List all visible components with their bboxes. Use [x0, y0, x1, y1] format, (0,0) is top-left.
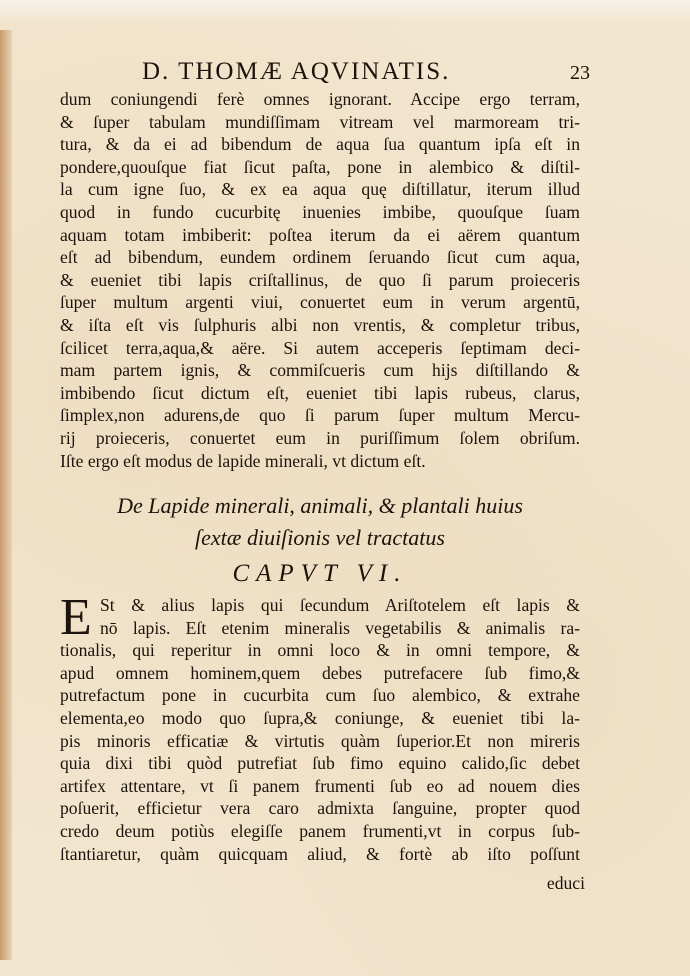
- text-line: tura, & da ei ad bibendum de aqua ſua quantum ipſa eſt in: [60, 134, 580, 155]
- text-line: putrefactum pone in cucurbita cum ſuo alembico, & extrahe: [60, 685, 580, 706]
- text-line: apud omnem hominem,quem debes putrefacere ſub fimo,&: [60, 662, 580, 683]
- page-number: 23: [570, 62, 590, 84]
- text-line: tionalis, qui reperitur in omni loco & in omni tempore, &: [60, 640, 580, 661]
- page-header: [60, 58, 590, 88]
- text-line: ſcilicet terra,aqua,& aëre. Si autem acceperis ſeptimam deci-: [60, 337, 580, 358]
- text-line: St & alius lapis qui ſecundum Ariſtotelem eſt lapis &: [100, 595, 580, 615]
- text-line: credo deum potiùs elegiſſe panem frumenti,vt in corpus ſub-: [60, 820, 580, 841]
- text-line: & iſta eſt vis ſulphuris albi non vrentis, & completur tribus,: [60, 314, 580, 335]
- text-line: & eueniet tibi lapis criſtallinus, de quo ſi parum proieceris: [60, 269, 580, 290]
- text-line: & ſuper tabulam mundiſſimam vitream vel marmoream tri-: [60, 111, 580, 132]
- text-line: ſimplex,non adurens,de quo ſi parum ſuper multum Mercu-: [60, 405, 580, 426]
- text-line: rij proieceris, conuertet eum in puriſſimum ſolem obriſum.: [60, 427, 580, 448]
- text-line: ſuper multum argenti viui, conuertet eum in verum argentū,: [60, 292, 580, 313]
- running-head: D. THOMÆ AQVINATIS.: [142, 58, 451, 85]
- page-top-edge: [0, 0, 690, 22]
- text-line: artifex attentare, vt ſi panem frumenti ſub eo ad nouem dies: [60, 775, 580, 796]
- text-line: imbibendo ſicut dictum eſt, eueniet tibi lapis rubeus, clarus,: [60, 382, 580, 403]
- text-line: ſtantiaretur, quàm quicquam aliud, & fortè ab iſto poſſunt: [60, 843, 580, 864]
- text-line: Iſte ergo eſt modus de lapide minerali, vt dictum eſt.: [60, 450, 426, 471]
- section-heading-line-1: De Lapide minerali, animali, & plantali huius: [117, 493, 523, 518]
- text-line: poſuerit, efficietur vera caro admixta ſanguine, propter quod: [60, 798, 580, 819]
- text-line: nō lapis. Eſt etenim mineralis vegetabilis & animalis ra-: [100, 617, 580, 638]
- section-heading-line-2: ſextæ diuiſionis vel tractatus: [195, 525, 445, 550]
- text-line: quia dixi tibi quòd putrefiat ſub fimo equino calido,ſic debet: [60, 753, 580, 774]
- section-heading: [60, 490, 580, 554]
- text-line: pis minoris efficatiæ & virtutis quàm ſuperior.Et non mireris: [60, 730, 580, 751]
- text-line: quod in fundo cucurbitę inuenies imbibe, quouſque ſuam: [60, 201, 580, 222]
- chapter-text: [60, 589, 580, 865]
- drop-cap: E: [60, 589, 92, 646]
- text-line: elementa,eo modo quo ſupra,& coniunge, & eueniet tibi la-: [60, 707, 580, 728]
- text-line: aquam totam imbiberit: poſtea iterum da ei aërem quantum: [60, 224, 580, 245]
- text-line: mam partem ignis, & commiſcueris cum hijs diſtillando &: [60, 360, 580, 381]
- chapter-title: CAPVT VI.: [232, 560, 408, 587]
- catchword: educi: [546, 873, 585, 893]
- text-line: eſt ad bibendum, eundem ordinem ſeruando ſicut cum aqua,: [60, 247, 580, 268]
- page-binding-edge: [0, 30, 12, 960]
- text-line: la cum igne ſuo, & ex ea aqua quę diſtillatur, iterum illud: [60, 179, 580, 200]
- text-line: dum coniungendi ferè omnes ignorant. Accipe ergo terram,: [60, 89, 580, 109]
- body-text: [60, 88, 580, 472]
- text-line: pondere,quouſque fiat ſicut paſta, pone in alembico & diſtil-: [60, 156, 580, 177]
